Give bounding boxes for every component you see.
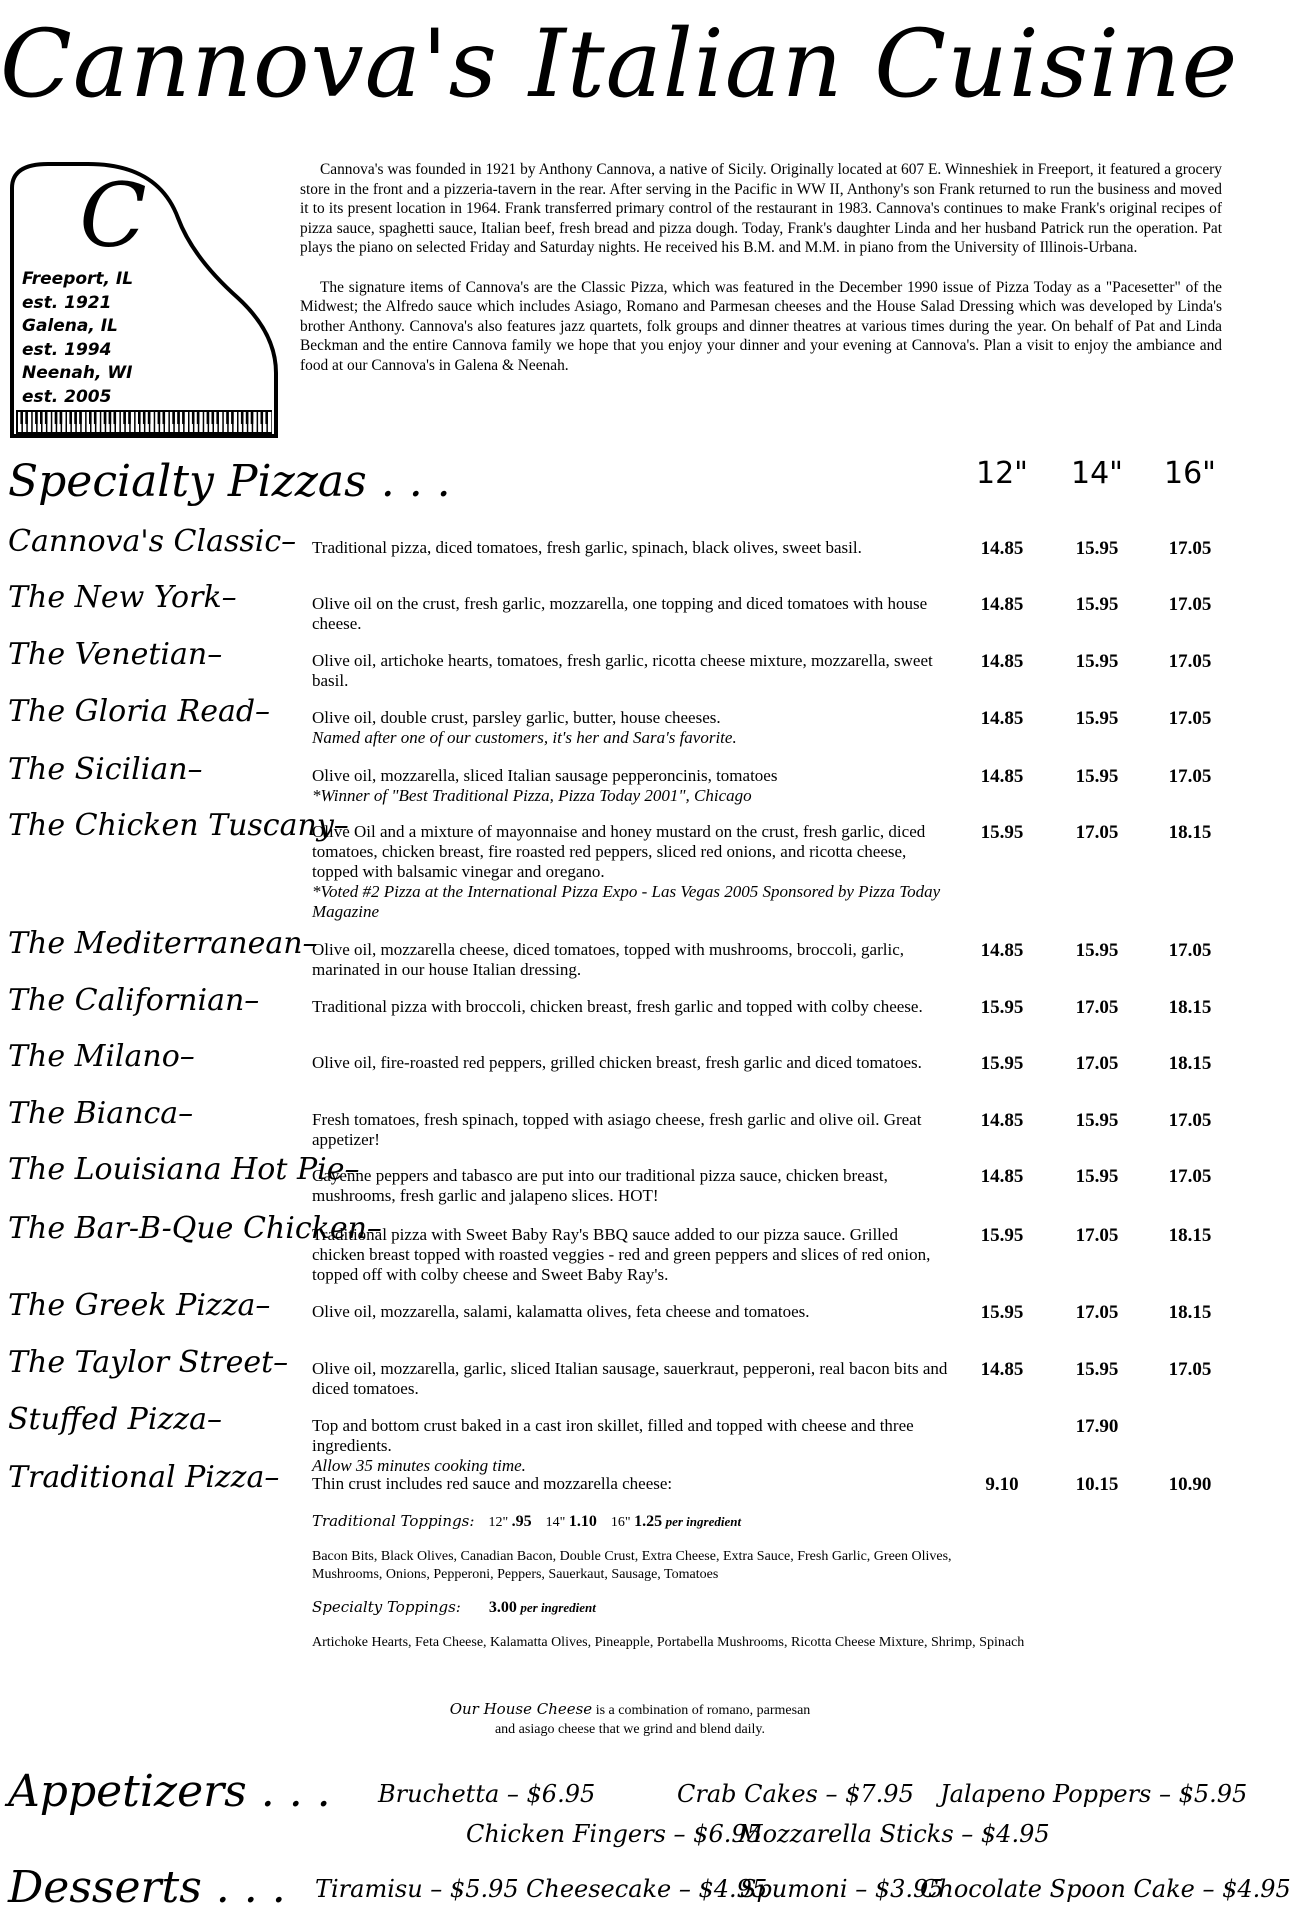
price-14: 15.95	[1075, 766, 1119, 787]
price-12: 14.85	[980, 1110, 1024, 1131]
appetizer-item: Jalapeno Poppers – $5.95	[940, 1780, 1248, 1808]
price-14: 15.95	[1075, 594, 1119, 615]
price-12: 14.85	[980, 1359, 1024, 1380]
pizza-description	[312, 1302, 952, 1322]
price-16: 10.90	[1168, 1474, 1212, 1495]
pizza-description-text: Olive oil on the crust, fresh garlic, mozzarella, one topping and diced tomatoes with house cheese.	[312, 594, 928, 633]
price-12: 14.85	[980, 594, 1024, 615]
pizza-description	[312, 1166, 952, 1206]
pizza-description-text: Olive oil, double crust, parsley garlic, butter, house cheeses.	[312, 708, 721, 727]
intro-paragraph: The signature items of Cannova's are the Classic Pizza, which was featured in the December 1990 issue of Pizza Today as a "Pacesetter" of the Midwest; the Alfredo sauce which includes Asiago, Romano and Parmesan cheeses and the House Salad Dressing which was developed by Linda's brother Anthony. Cannova's also features jazz quartets, folk groups and dinner theatres at various times during the year. On behalf of Pat and Linda Beckman and the entire Cannova family we hope that you enjoy your dinner and your evening at Cannova's. Plan a visit to enjoy the ambiance and food at our Cannova's in Galena & Neenah.	[300, 278, 1222, 374]
price-14: 15.95	[1075, 1359, 1119, 1380]
price-16: 17.05	[1168, 651, 1212, 672]
pizza-note: *Winner of "Best Traditional Pizza, Pizza Today 2001", Chicago	[312, 786, 752, 805]
pizza-note: Allow 35 minutes cooking time.	[312, 1456, 526, 1475]
topping-price: 1.25	[634, 1513, 663, 1530]
price-12: 15.95	[980, 1053, 1024, 1074]
price-14: 17.05	[1075, 1302, 1119, 1323]
price-16: 17.05	[1168, 1359, 1212, 1380]
pizza-description	[312, 1359, 952, 1399]
pizza-name: The Gloria Read–	[8, 694, 271, 729]
dessert-item: Tiramisu – $5.95	[315, 1875, 519, 1903]
pizza-description-text: Olive oil, mozzarella cheese, diced tomatoes, topped with mushrooms, broccoli, garlic, marinated in our house Italian dressing.	[312, 940, 904, 979]
price-12: 15.95	[980, 1302, 1024, 1323]
price-16: 18.15	[1168, 1225, 1212, 1246]
traditional-toppings-prices	[312, 1512, 741, 1532]
price-16: 18.15	[1168, 822, 1212, 843]
pizza-description-text: Olive oil, mozzarella, salami, kalamatta olives, feta cheese and tomatoes.	[312, 1302, 810, 1321]
dessert-item: Chocolate Spoon Cake – $4.95	[920, 1875, 1291, 1903]
pizza-description-text: Olive oil, fire-roasted red peppers, grilled chicken breast, fresh garlic and diced tomatoes.	[312, 1053, 922, 1072]
pizza-description-text: Olive oil, mozzarella, garlic, sliced Italian sausage, sauerkraut, pepperoni, real bacon bits and diced tomatoes.	[312, 1359, 948, 1398]
price-16: 18.15	[1168, 1053, 1212, 1074]
pizza-description-text: Olive oil, mozzarella, sliced Italian sausage pepperoncinis, tomatoes	[312, 766, 778, 785]
pizza-description	[312, 651, 952, 691]
logo-letter: C	[79, 164, 147, 267]
pizza-description	[312, 1416, 952, 1476]
pizza-name: The Sicilian–	[8, 752, 203, 787]
pizza-description-text: Traditional pizza, diced tomatoes, fresh garlic, spinach, black olives, sweet basil.	[312, 538, 862, 557]
dessert-item: Cheesecake – $4.95	[526, 1875, 768, 1903]
logo-location-line: est. 2005	[22, 386, 112, 407]
pizza-description	[312, 538, 952, 558]
price-14: 15.95	[1075, 1166, 1119, 1187]
pizza-name: The Greek Pizza–	[8, 1288, 271, 1323]
house-cheese-text: and asiago cheese that we grind and blend daily.	[494, 1722, 766, 1737]
price-12: 15.95	[980, 822, 1024, 843]
price-16: 17.05	[1168, 940, 1212, 961]
price-16: 18.15	[1168, 1302, 1212, 1323]
pizza-name: The Taylor Street–	[8, 1345, 289, 1380]
price-14: 15.95	[1075, 708, 1119, 729]
price-14: 17.90	[1075, 1416, 1119, 1437]
house-cheese-text: is a combination of romano, parmesan	[595, 1703, 811, 1718]
topping-size: 14"	[545, 1515, 566, 1530]
pizza-description	[312, 1053, 952, 1073]
topping-size: 12"	[488, 1515, 509, 1530]
price-14: 15.95	[1075, 940, 1119, 961]
price-16: 17.05	[1168, 766, 1212, 787]
pizza-description	[312, 594, 952, 634]
logo-location-line: est. 1921	[22, 292, 112, 313]
pizza-description-text: Top and bottom crust baked in a cast iron skillet, filled and topped with cheese and three ingredients.	[312, 1416, 914, 1455]
price-14: 17.05	[1075, 1053, 1119, 1074]
pizza-description-text: Thin crust includes red sauce and mozzarella cheese:	[312, 1474, 673, 1493]
pizza-description-text: Traditional pizza with Sweet Baby Ray's BBQ sauce added to our pizza sauce. Grilled chicken breast topped with roasted veggies - red and green peppers and slices of red onion, topped off with colby cheese and Sweet Baby Ray's.	[312, 1225, 931, 1284]
price-14: 17.05	[1075, 822, 1119, 843]
pizza-name: Traditional Pizza–	[8, 1460, 280, 1495]
pizza-description	[312, 997, 952, 1017]
price-12: 15.95	[980, 1225, 1024, 1246]
per-ingredient-note: per ingredient	[665, 1514, 742, 1529]
logo-location-line: Neenah, WI	[22, 363, 133, 383]
pizza-description	[312, 940, 952, 980]
dessert-item: Spumoni – $3.95	[740, 1875, 944, 1903]
price-12: 14.85	[980, 708, 1024, 729]
pizza-description-text: Fresh tomatoes, fresh spinach, topped with asiago cheese, fresh garlic and olive oil. Great appetizer!	[312, 1110, 922, 1149]
pizza-name: The Louisiana Hot Pie–	[8, 1152, 360, 1187]
price-16: 17.05	[1168, 594, 1212, 615]
price-12: 14.85	[980, 766, 1024, 787]
pizza-name: Stuffed Pizza–	[8, 1402, 222, 1437]
pizza-description-text: Traditional pizza with broccoli, chicken breast, fresh garlic and topped with colby cheese.	[312, 997, 923, 1016]
desserts-heading: Desserts . . .	[8, 1862, 286, 1913]
restaurant-title: Cannova's Italian Cuisine	[0, 10, 1239, 119]
price-14: 17.05	[1075, 997, 1119, 1018]
size-12-header: 12"	[976, 456, 1028, 491]
house-cheese-note	[330, 1700, 930, 1739]
intro-paragraph: Cannova's was founded in 1921 by Anthony Cannova, a native of Sicily. Originally located at 607 E. Winneshiek in Freeport, it featured a grocery store in the front and a pizzeria-tavern in the rear. After serving in the Pacific in WW II, Anthony's son Frank returned to run the business and moved it to its present location in 1964. Frank transferred primary control of the restaurant in 1983. Cannova's continues to make Frank's original recipes of pizza sauce, spaghetti sauce, Italian beef, fresh bread and pizza dough. Today, Frank's daughter Linda and her husband Patrick run the operation. Pat plays the piano on selected Friday and Saturday nights. He received his B.M. and M.M. in piano from the University of Illinois-Urbana.	[300, 161, 1222, 256]
pizza-description	[312, 1110, 952, 1150]
price-16: 17.05	[1168, 708, 1212, 729]
traditional-toppings-label: Traditional Toppings:	[312, 1512, 475, 1530]
pizza-note: Named after one of our customers, it's her and Sara's favorite.	[312, 728, 737, 747]
appetizer-item: Chicken Fingers – $6.95	[466, 1820, 762, 1848]
specialty-pizzas-heading: Specialty Pizzas . . .	[8, 456, 451, 507]
pizza-name: The Bar-B-Que Chicken–	[8, 1211, 382, 1246]
pizza-name: The Chicken Tuscany–	[8, 808, 349, 843]
pizza-note: *Voted #2 Pizza at the International Pizza Expo - Las Vegas 2005 Sponsored by Pizza Today Magazine	[312, 882, 941, 921]
pizza-name: The Milano–	[8, 1039, 195, 1074]
price-12: 14.85	[980, 538, 1024, 559]
price-14: 10.15	[1075, 1474, 1119, 1495]
pizza-name: The Venetian–	[8, 637, 223, 672]
pizza-name: The Californian–	[8, 983, 260, 1018]
logo-location-line: Galena, IL	[22, 316, 118, 336]
specialty-toppings-list: Artichoke Hearts, Feta Cheese, Kalamatta Olives, Pineapple, Portabella Mushrooms, Ricotta Cheese Mixture, Shrimp, Spinach	[312, 1635, 1025, 1650]
specialty-topping-price: 3.00	[488, 1599, 517, 1616]
pizza-description-text: Olive Oil and a mixture of mayonnaise and honey mustard on the crust, fresh garlic, diced tomatoes, chicken breast, fire roasted red peppers, sliced red onions, and ricotta cheese, topped with balsamic vinegar and oregano.	[312, 822, 926, 881]
price-14: 15.95	[1075, 1110, 1119, 1131]
specialty-toppings-price	[312, 1598, 596, 1618]
specialty-toppings-label: Specialty Toppings:	[312, 1598, 461, 1616]
pizza-description-text: Cayenne peppers and tabasco are put into our traditional pizza sauce, chicken breast, mushrooms, fresh garlic and jalapeno slices. HOT!	[312, 1166, 888, 1205]
price-12: 15.95	[980, 997, 1024, 1018]
topping-size: 16"	[610, 1515, 631, 1530]
pizza-description	[312, 708, 952, 748]
price-12: 14.85	[980, 940, 1024, 961]
pizza-description-text: Olive oil, artichoke hearts, tomatoes, fresh garlic, ricotta cheese mixture, mozzarella, sweet basil.	[312, 651, 933, 690]
price-14: 15.95	[1075, 651, 1119, 672]
logo-location-line: Freeport, IL	[22, 269, 134, 289]
price-16: 18.15	[1168, 997, 1212, 1018]
appetizers-heading: Appetizers . . .	[8, 1766, 331, 1817]
price-14: 17.05	[1075, 1225, 1119, 1246]
price-16: 17.05	[1168, 538, 1212, 559]
price-16: 17.05	[1168, 1110, 1212, 1131]
size-14-header: 14"	[1071, 456, 1123, 491]
price-12: 9.10	[985, 1474, 1019, 1495]
price-12: 14.85	[980, 1166, 1024, 1187]
pizza-name: The Mediterranean–	[8, 926, 318, 961]
pizza-description	[312, 766, 952, 806]
pizza-description	[312, 1474, 952, 1494]
appetizer-item: Bruchetta – $6.95	[378, 1780, 596, 1808]
pizza-description	[312, 822, 952, 922]
logo-location-line: est. 1994	[22, 339, 112, 360]
per-ingredient-note: per ingredient	[520, 1600, 596, 1615]
topping-price: .95	[511, 1513, 532, 1530]
pizza-name: The New York–	[8, 580, 237, 615]
appetizer-item: Mozzarella Sticks – $4.95	[738, 1820, 1050, 1848]
appetizer-item: Crab Cakes – $7.95	[677, 1780, 914, 1808]
topping-price: 1.10	[568, 1513, 597, 1530]
price-14: 15.95	[1075, 538, 1119, 559]
price-16: 17.05	[1168, 1166, 1212, 1187]
size-16-header: 16"	[1164, 456, 1216, 491]
pizza-name: Cannova's Classic–	[8, 524, 297, 559]
house-cheese-label: Our House Cheese	[449, 1700, 593, 1718]
pizza-name: The Bianca–	[8, 1096, 194, 1131]
traditional-toppings-list: Bacon Bits, Black Olives, Canadian Bacon, Double Crust, Extra Cheese, Extra Sauce, Fresh Garlic, Green Olives, Mushrooms, Onions, Pepperoni, Peppers, Sauerkaut, Sausage, Tomatoes	[312, 1549, 952, 1582]
pizza-description	[312, 1225, 952, 1285]
price-12: 14.85	[980, 651, 1024, 672]
